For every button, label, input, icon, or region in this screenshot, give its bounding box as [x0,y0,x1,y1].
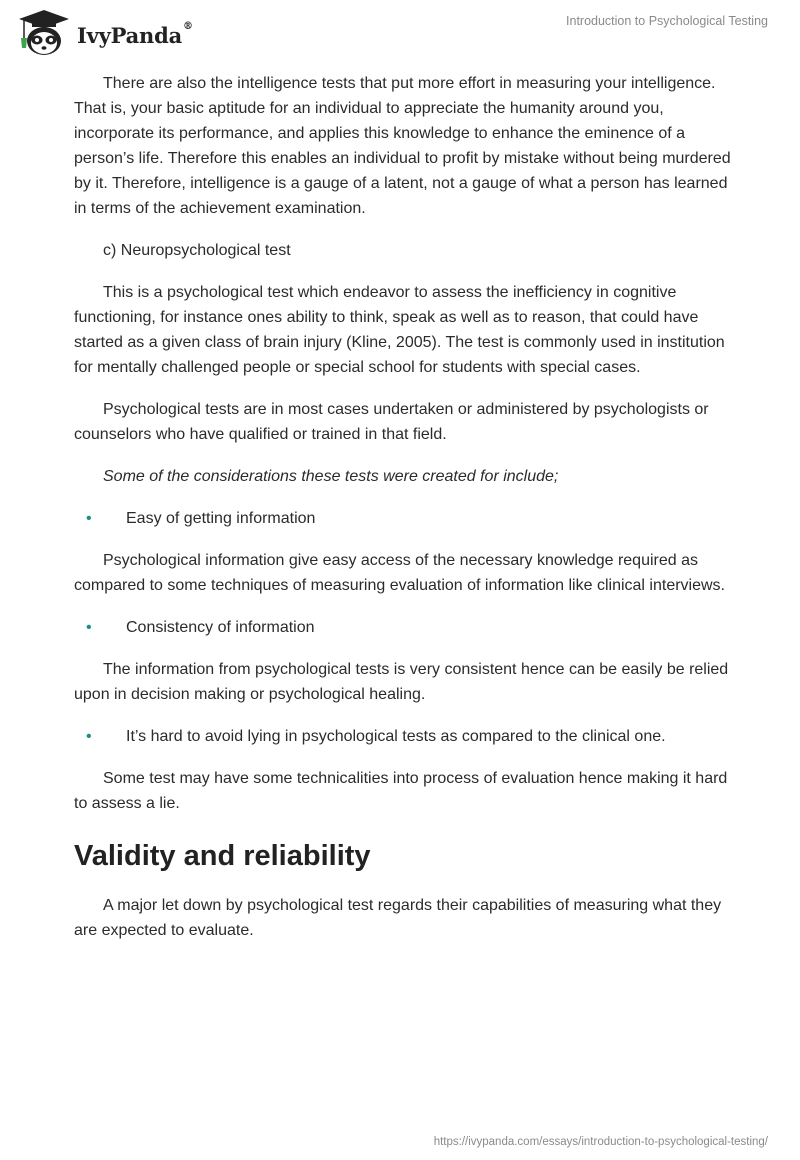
source-url[interactable]: https://ivypanda.com/essays/introduction-to-psychological-testing/ [433,1136,768,1148]
logo-wordmark: IvyPanda® [77,20,193,48]
paragraph-technicalities: Some test may have some technicalities into process of evaluation hence making it hard to assess a lie. [74,770,728,812]
paragraph-intelligence-tests: There are also the intelligence tests that put more effort in measuring your intelligence. That is, your basic aptitude for an individual to appreciate the humanity around you, incorporate its performance, and applies this knowledge to enhance the eminence of a person’s life. Therefore this enables an individual to profit by mistake without being murdered by it. Therefore, intelligence is a gauge of a latent, not a gauge of what a person has learned in terms of the achievement examination. [74,75,731,217]
paragraph-administration: Psychological tests are in most cases undertaken or administered by psychologists or counselors who have qualified or trained in that field. [74,401,709,443]
paragraph-neuropsychological: This is a psychological test which endeavor to assess the inefficiency in cognitive functioning, for instance ones ability to think, speak as well as to reason, that could have started as a given class of brain injury (Kline, 2005). The test is commonly used in institution for mentally challenged people or special school for students with special cases. [74,284,725,376]
essay-content [74,71,734,960]
paragraph-considerations: Some of the considerations these tests were created for include; [103,468,559,485]
list-item [74,615,734,640]
list-item [74,724,734,749]
list-item-text: Easy of getting information [126,510,316,527]
paragraph-consistency: The information from psychological tests is very consistent hence can be easily be relied upon in decision making or psychological healing. [74,661,729,703]
ivypanda-logo[interactable] [15,8,193,58]
document-title: Introduction to Psychological Testing [566,14,768,28]
list-item-text: Consistency of information [126,619,315,636]
list-item [74,506,734,531]
bullet-dot: • [86,619,92,636]
paragraph-easy-access: Psychological information give easy access of the necessary knowledge required as compared to some techniques of measuring evaluation of information like clinical interviews. [74,552,725,594]
panda-graduate-icon [15,8,73,58]
page-header [0,0,800,70]
subheading-neuropsychological-test: c) Neuropsychological test [103,242,291,259]
section-heading: Validity and reliability [74,840,371,872]
bullet-dot: • [86,510,92,527]
paragraph-validity: A major let down by psychological test regards their capabilities of measuring what they are expected to evaluate. [74,897,722,939]
bullet-dot: • [86,728,92,745]
list-item-text: It’s hard to avoid lying in psychological tests as compared to the clinical one. [126,728,666,745]
